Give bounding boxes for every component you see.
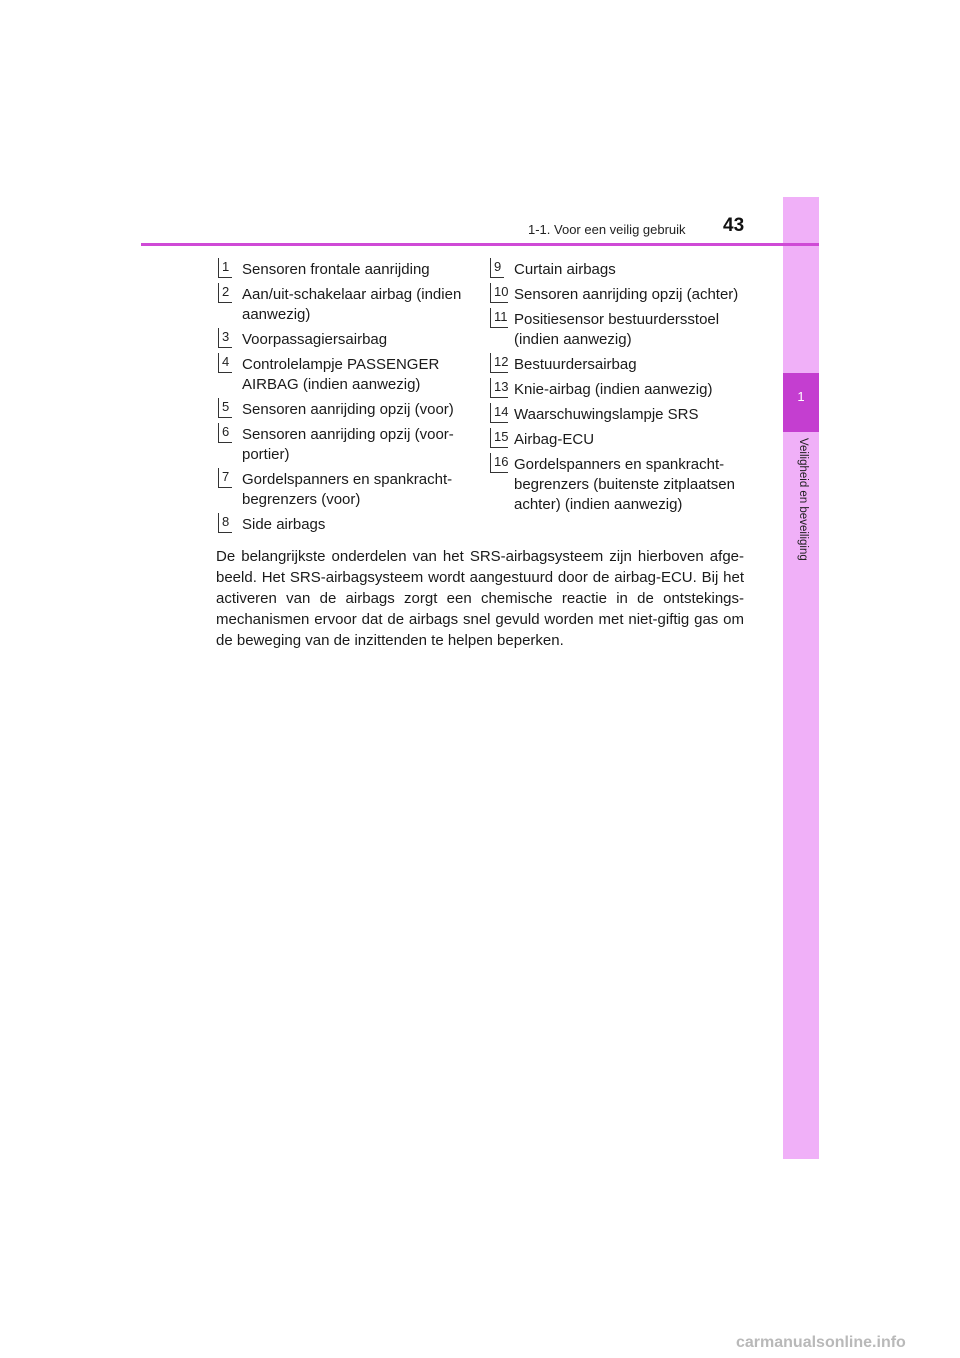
left-item-list bbox=[216, 260, 468, 540]
header-rule bbox=[141, 243, 819, 246]
item-text: Knie-airbag (indien aanwezig) bbox=[514, 381, 713, 398]
item-text: Side airbags bbox=[242, 516, 326, 533]
chapter-title: Veiligheid en beveiliging bbox=[797, 438, 809, 561]
item-number-badge: 7 bbox=[218, 468, 232, 488]
item-text: Airbag-ECU bbox=[514, 431, 595, 448]
item-number-badge: 4 bbox=[218, 353, 232, 373]
list-item bbox=[216, 355, 468, 395]
item-text: Aan/uit-schakelaar airbag (indien aanwezig) bbox=[242, 286, 462, 323]
item-text: Curtain airbags bbox=[514, 261, 616, 278]
list-item bbox=[488, 355, 753, 375]
right-item-list bbox=[488, 260, 753, 520]
list-item bbox=[216, 260, 468, 280]
item-text: Positiesensor bestuurdersstoel (indien aanwezig) bbox=[514, 311, 720, 348]
item-number-badge: 16 bbox=[490, 453, 508, 473]
list-item bbox=[216, 330, 468, 350]
list-item bbox=[216, 425, 468, 465]
item-number-badge: 1 bbox=[218, 258, 232, 278]
body-paragraph: De belangrijkste onderdelen van het SRS-airbagsysteem zijn hierboven afge-beeld. Het SRS-airbagsysteem wordt aangestuurd door de airbag-ECU. Bij het activeren van de airbags zorgt een chemische reactie in de ontstekings-mechanismen ervoor dat de airbags snel gevuld worden met niet-giftig gas om de beweging van de inzittenden te helpen beperken. bbox=[216, 548, 744, 649]
list-item bbox=[216, 470, 468, 510]
item-text: Gordelspanners en spankracht-begrenzers (buitenste zitplaatsen achter) (indien aanwezig) bbox=[514, 456, 735, 513]
list-item bbox=[488, 310, 753, 350]
item-text: Waarschuwingslampje SRS bbox=[514, 406, 699, 423]
item-text: Voorpassagiersairbag bbox=[242, 331, 388, 348]
item-number-badge: 9 bbox=[490, 258, 504, 278]
item-text: Controlelampje PASSENGER AIRBAG (indien aanwezig) bbox=[242, 356, 440, 393]
chapter-side-tab bbox=[783, 197, 819, 1159]
list-item bbox=[488, 380, 753, 400]
item-number-badge: 11 bbox=[490, 308, 508, 328]
list-item bbox=[488, 455, 753, 515]
item-number-badge: 6 bbox=[218, 423, 232, 443]
chapter-number: 1 bbox=[797, 389, 805, 404]
item-text: Sensoren frontale aanrijding bbox=[242, 261, 430, 278]
item-number-badge: 3 bbox=[218, 328, 232, 348]
list-item bbox=[216, 515, 468, 535]
item-number-badge: 13 bbox=[490, 378, 508, 398]
item-number-badge: 15 bbox=[490, 428, 508, 448]
list-item bbox=[488, 405, 753, 425]
item-number-badge: 12 bbox=[490, 353, 508, 373]
item-number-badge: 14 bbox=[490, 403, 508, 423]
section-title: 1-1. Voor een veilig gebruik bbox=[528, 222, 686, 237]
item-text: Gordelspanners en spankracht-begrenzers (voor) bbox=[242, 471, 453, 508]
item-number-badge: 2 bbox=[218, 283, 232, 303]
list-item bbox=[216, 285, 468, 325]
item-text: Bestuurdersairbag bbox=[514, 356, 637, 373]
item-number-badge: 8 bbox=[218, 513, 232, 533]
item-number-badge: 10 bbox=[490, 283, 508, 303]
list-item bbox=[488, 260, 753, 280]
item-number-badge: 5 bbox=[218, 398, 232, 418]
list-item bbox=[216, 400, 468, 420]
list-item bbox=[488, 430, 753, 450]
item-text: Sensoren aanrijding opzij (voor) bbox=[242, 401, 454, 418]
item-text: Sensoren aanrijding opzij (voor-portier) bbox=[242, 426, 454, 463]
item-text: Sensoren aanrijding opzij (achter) bbox=[514, 286, 739, 303]
page-number: 43 bbox=[723, 215, 745, 236]
watermark: carmanualsonline.info bbox=[736, 1334, 906, 1351]
list-item bbox=[488, 285, 753, 305]
